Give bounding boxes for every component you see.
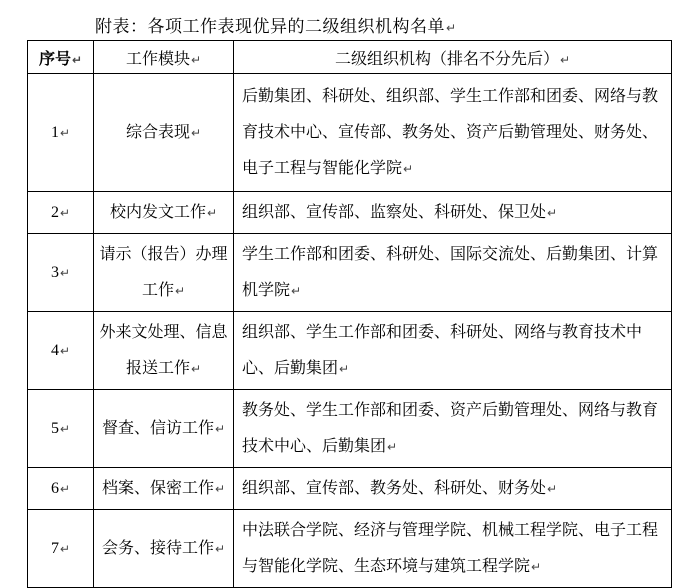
paragraph-mark-icon: ↵ — [446, 21, 457, 35]
table-header-row — [28, 41, 672, 74]
row-module: 综合表现↵ — [94, 74, 234, 192]
table-row — [28, 510, 672, 588]
row-module: 会务、接待工作↵ — [94, 510, 234, 588]
table-row — [28, 390, 672, 468]
row-orgs: 组织部、宣传部、监察处、科研处、保卫处↵ — [234, 192, 672, 234]
row-index: 3↵ — [28, 234, 94, 312]
row-orgs: 组织部、学生工作部和团委、科研处、网络与教育技术中心、后勤集团↵ — [234, 312, 672, 390]
table-row — [28, 74, 672, 192]
row-orgs: 教务处、学生工作部和团委、资产后勤管理处、网络与教育技术中心、后勤集团↵ — [234, 390, 672, 468]
table-row — [28, 312, 672, 390]
table-row — [28, 234, 672, 312]
row-index: 1↵ — [28, 74, 94, 192]
row-module: 校内发文工作↵ — [94, 192, 234, 234]
row-orgs: 后勤集团、科研处、组织部、学生工作部和团委、网络与教育技术中心、宣传部、教务处、资产后勤管理处、财务处、电子工程与智能化学院↵ — [234, 74, 672, 192]
row-orgs: 中法联合学院、经济与管理学院、机械工程学院、电子工程与智能化学院、生态环境与建筑工程学院↵ — [234, 510, 672, 588]
row-module: 档案、保密工作↵ — [94, 468, 234, 510]
row-index: 2↵ — [28, 192, 94, 234]
row-index: 5↵ — [28, 390, 94, 468]
row-index: 7↵ — [28, 510, 94, 588]
header-orgs: 二级组织机构（排名不分先后）↵ — [234, 41, 672, 74]
row-orgs: 学生工作部和团委、科研处、国际交流处、后勤集团、计算机学院↵ — [234, 234, 672, 312]
row-orgs: 组织部、宣传部、教务处、科研处、财务处↵ — [234, 468, 672, 510]
header-module: 工作模块↵ — [94, 41, 234, 74]
table-row — [28, 468, 672, 510]
table-row — [28, 192, 672, 234]
row-module: 请示（报告）办理工作↵ — [94, 234, 234, 312]
row-module: 督查、信访工作↵ — [94, 390, 234, 468]
row-index: 4↵ — [28, 312, 94, 390]
org-table — [27, 40, 672, 588]
page-title: 附表：各项工作表现优异的二级组织机构名单↵ — [95, 17, 457, 37]
header-index: 序号↵ — [28, 41, 94, 74]
row-index: 6↵ — [28, 468, 94, 510]
row-module: 外来文处理、信息报送工作↵ — [94, 312, 234, 390]
